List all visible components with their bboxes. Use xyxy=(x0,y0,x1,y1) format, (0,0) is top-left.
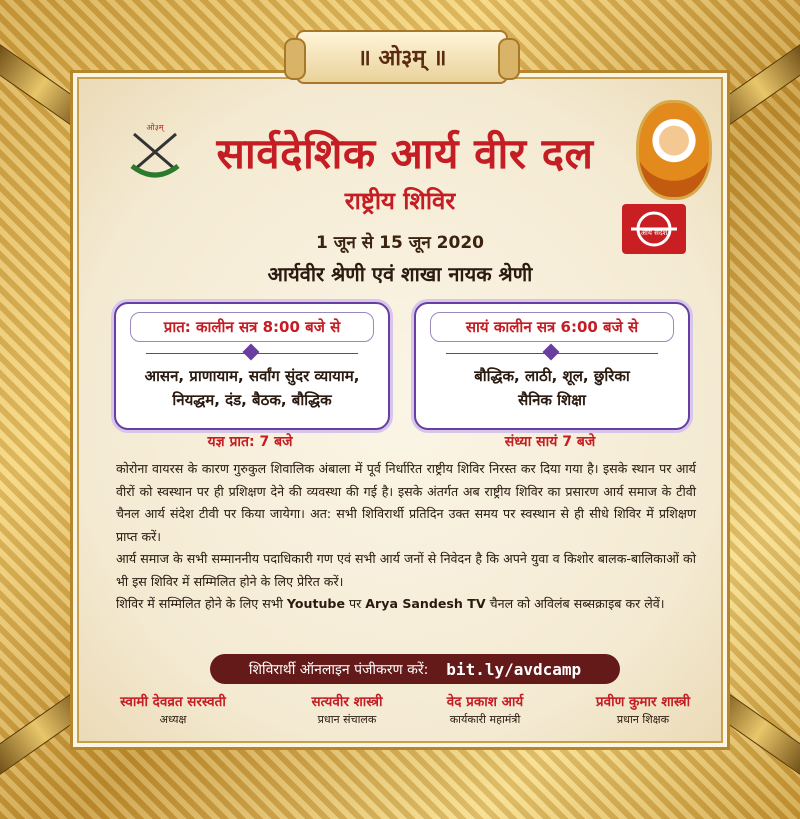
announcement-paragraph: कोरोना वायरस के कारण गुरुकुल शिवालिक अंबाला में पूर्व निर्धारित राष्ट्रीय शिविर निरस्त कर दिया गया है। इसके स्थान पर आर्य वीरों को स्वस्थान पर ही प्रशिक्षण देने की व्यवस्था की गई है। इसके अंतर्गत अब राष्ट्रीय शिविर का प्रसारण आर्य समाज के टीवी चैनल आर्य संदेश टीवी पर किया जायेगा। अत: सभी शिविरार्थी प्रतिदिन उक्त समय पर स्वस्थान से ही सीधे शिविर में प्रशिक्षण प्राप्त करें। xyxy=(116,461,696,544)
yagya-time: यज्ञ प्रात: 7 बजे xyxy=(207,434,293,450)
announcement-paragraph: आर्य समाज के सभी सम्माननीय पदाधिकारी गण एवं सभी आर्य जनों से निवेदन है कि अपने युवा व किशोर बालक-बालिकाओं को भी इस शिविर में सम्मिलित होने के लिए प्रेरित करें। xyxy=(116,551,696,589)
om-text: ॥ ओ३म् ॥ xyxy=(357,45,447,71)
session-heading: सायं कालीन सत्र 6:00 बजे से xyxy=(430,312,674,342)
youtube-text: Youtube xyxy=(286,596,345,611)
om-scroll-banner xyxy=(296,30,508,84)
session-activities xyxy=(416,364,688,412)
signatory-name: स्वामी देवव्रत सरस्वती xyxy=(120,694,226,710)
registration-link[interactable]: bit.ly/avdcamp xyxy=(446,659,582,679)
dayanand-portrait-icon xyxy=(636,100,712,200)
morning-session-box xyxy=(114,302,390,430)
p3-text: चैनल को अविलंब सब्सक्राइब कर लेवें। xyxy=(485,596,665,611)
signatory xyxy=(272,692,422,727)
session-activities-line: सैनिक शिक्षा xyxy=(518,391,586,409)
page-title: सार्वदेशिक आर्य वीर दल xyxy=(216,129,594,178)
session-activities-line: आसन, प्राणायाम, सर्वांग सुंदर व्यायाम, xyxy=(144,367,360,385)
channel-name: Arya Sandesh TV xyxy=(365,596,486,611)
announcement-paragraph xyxy=(116,593,696,616)
session-activities-line: बौद्धिक, लाठी, शूल, छुरिका xyxy=(474,367,630,385)
camp-dates: 1 जून से 15 जून 2020 xyxy=(316,233,484,253)
signatory xyxy=(410,692,560,727)
logo-om-text: ओ३म् xyxy=(146,123,164,132)
signatory-name: वेद प्रकाश आर्य xyxy=(446,694,524,710)
p3-text: पर xyxy=(344,596,366,611)
registration-label: शिविरार्थी ऑनलाइन पंजीकरण करें: xyxy=(248,661,429,678)
arya-veer-dal-logo-icon xyxy=(126,120,184,186)
registration-bar xyxy=(210,654,620,684)
signatory-name: प्रवीण कुमार शास्त्री xyxy=(595,694,691,710)
signatory-role: प्रधान शिक्षक xyxy=(616,713,670,726)
signatory-role: प्रधान संचालक xyxy=(317,713,377,726)
signatory-role: अध्यक्ष xyxy=(159,713,187,726)
divider-ornament-icon xyxy=(146,346,358,360)
signatory-name: सत्यवीर शास्त्री xyxy=(311,694,383,710)
p3-text: शिविर में सम्मिलित होने के लिए सभी xyxy=(116,596,287,611)
camp-category: आर्यवीर श्रेणी एवं शाखा नायक श्रेणी xyxy=(267,262,533,286)
divider-ornament-icon xyxy=(446,346,658,360)
signatory-role: कार्यकारी महामंत्री xyxy=(449,713,521,726)
session-activities xyxy=(116,364,388,412)
evening-session-box xyxy=(414,302,690,430)
signatory xyxy=(98,692,248,727)
logo-arya-sandesh-text: आर्य संदेश xyxy=(640,229,668,237)
signatory xyxy=(568,692,718,727)
session-activities-line: नियद्धम, दंड, बैठक, बौद्धिक xyxy=(172,391,332,409)
session-heading: प्रात: कालीन सत्र 8:00 बजे से xyxy=(130,312,374,342)
announcement-text xyxy=(116,458,696,616)
camp-subtitle: राष्ट्रीय शिविर xyxy=(344,187,456,215)
arya-sandesh-tv-logo-icon xyxy=(622,204,686,254)
sandhya-time: संध्या सायं 7 बजे xyxy=(504,434,596,450)
